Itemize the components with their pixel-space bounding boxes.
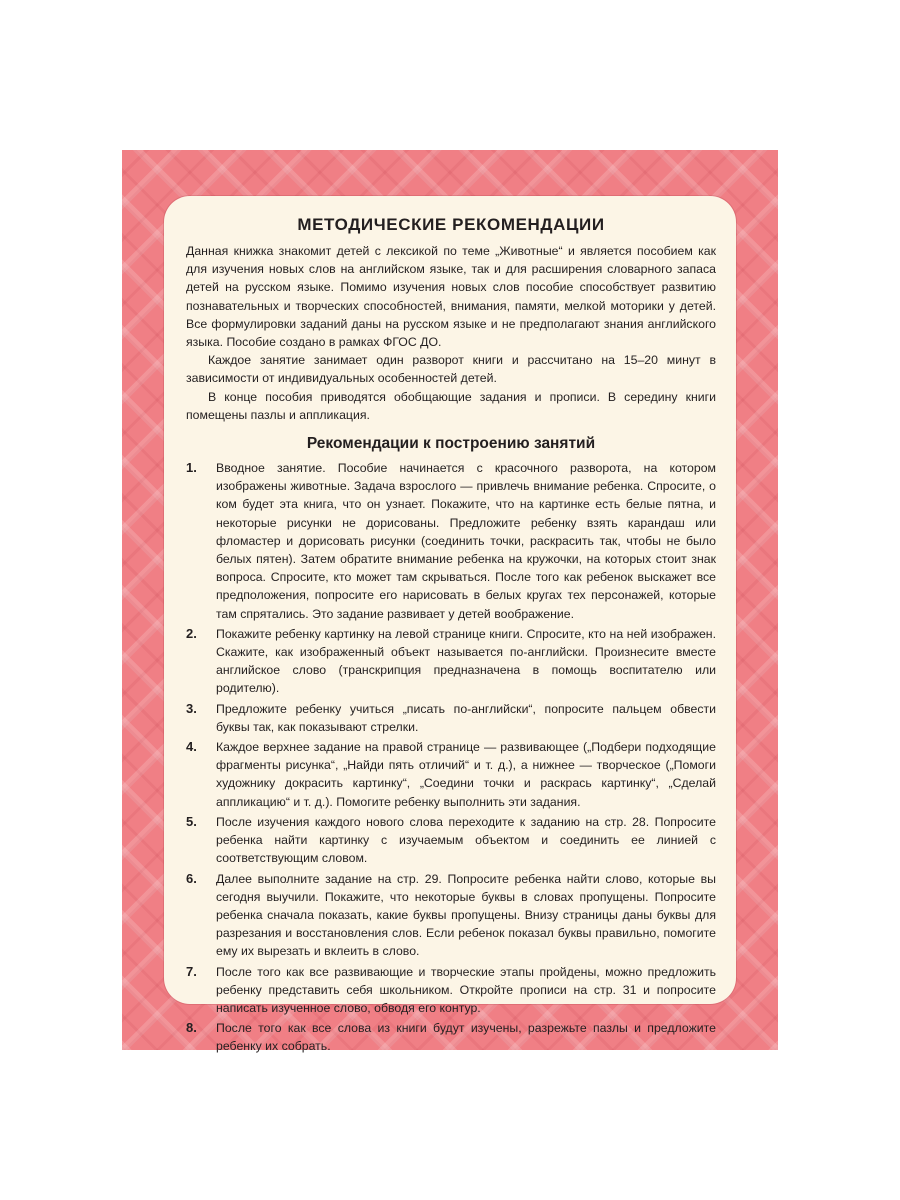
list-item: [186, 963, 716, 1018]
intro-paragraph-3: В конце пособия приводятся обобщающие задания и прописи. В середину книги помещены пазлы и аппликация.: [186, 389, 716, 422]
steps-list: [186, 459, 716, 1056]
page-title: МЕТОДИЧЕСКИЕ РЕКОМЕНДАЦИИ: [297, 215, 605, 234]
content-card: [164, 196, 736, 1054]
step-number: 6.: [186, 870, 197, 886]
list-item: [186, 870, 716, 961]
intro-paragraph-1: Данная книжка знакомит детей с лексикой по теме „Животные“ и является пособием как для изучения новых слов на английском языке, так и для расширения словарного запаса детей на русском языке. Помимо изучения новых слов пособие способствует развитию познавательных и творческих способностей, внимания, памяти, мелкой моторики у детей. Все формулировки заданий даны на русском языке и не предполагают знания английского языка. Пособие создано в рамках ФГОС ДО.: [186, 244, 716, 350]
step-text: После того как все развивающие и творческие этапы пройдены, можно предложить ребенку представить себя школьником. Откройте прописи на стр. 31 и попросите написать изученное слово, обводя его контур.: [216, 964, 716, 1015]
intro-paragraph-2: Каждое занятие занимает один разворот книги и рассчитано на 15–20 минут в зависимости от индивидуальных особенностей детей.: [186, 353, 716, 386]
list-item: [186, 813, 716, 868]
step-text: Вводное занятие. Пособие начинается с красочного разворота, на котором изображены животные. Задача взрослого — привлечь внимание ребенка. Спросите, о ком будет эта книга, что он узнает. Покажите, что на картинке есть белые пятна, и некоторые рисунки не дорисованы. Предложите ребенку взять карандаш или фломастер и дорисовать рисунки (соединить точки, раскрасить так, чтобы не было белых пятен). Затем обратите внимание ребенка на кружочки, на которых стоит знак вопроса. Спросите, кто может там скрываться. После того как ребенок выскажет все предположения, попросите его нарисовать в белых кругах тех персонажей, которые там спрятались. Это задание развивает у детей воображение.: [216, 461, 716, 621]
step-number: 3.: [186, 700, 197, 716]
section-title: Рекомендации к построению занятий: [306, 435, 596, 453]
step-text: Каждое верхнее задание на правой странице — развивающее („Подбери подходящие фрагменты рисунка“, „Найди пять отличий“ и т. д.), а нижнее — творческое („Помоги художнику докрасить картинку“, „Соедини точки и раскрась картинку“, „Сделай аппликацию“ и т. д.). Помогите ребенку выполнить эти задания.: [216, 740, 716, 809]
step-number: 2.: [186, 625, 197, 641]
step-text: После того как все слова из книги будут изучены, разрежьте пазлы и предложите ребенку их собрать.: [216, 1021, 716, 1054]
step-text: Покажите ребенку картинку на левой странице книги. Спросите, кто на ней изображен. Скажите, как изображенный объект называется по-английски. Произнесите вместе английское слово (транскрипция предназначена в помощь воспитателю или родителю).: [216, 626, 716, 696]
step-number: 7.: [186, 963, 197, 979]
step-number: 5.: [186, 813, 197, 829]
list-item: [186, 1019, 716, 1055]
list-item: [186, 700, 716, 736]
step-number: 1.: [186, 460, 197, 476]
step-text: Предложите ребенку учиться „писать по-английски“, попросите пальцем обвести буквы так, как показывают стрелки.: [216, 701, 716, 734]
step-number: 8.: [186, 1020, 197, 1036]
step-number: 4.: [186, 739, 197, 755]
list-item: [186, 738, 716, 811]
list-item: [186, 625, 716, 698]
step-text: После изучения каждого нового слова переходите к заданию на стр. 28. Попросите ребенка найти картинку с изучаемым объектом и соединить ее линией с соответствующим словом.: [216, 814, 716, 866]
list-item: [186, 459, 716, 623]
step-text: Далее выполните задание на стр. 29. Попросите ребенка найти слово, которые вы сегодня выучили. Покажите, что некоторые буквы в словах пропущены. Попросите ребенка сначала показать, какие буквы пропущены. Внизу страницы даны буквы для разрезания и восстановления слов. Если ребенок показал буквы правильно, помогите ему их вырезать и вклеить в слово.: [216, 871, 716, 959]
page-background: [122, 150, 778, 1054]
